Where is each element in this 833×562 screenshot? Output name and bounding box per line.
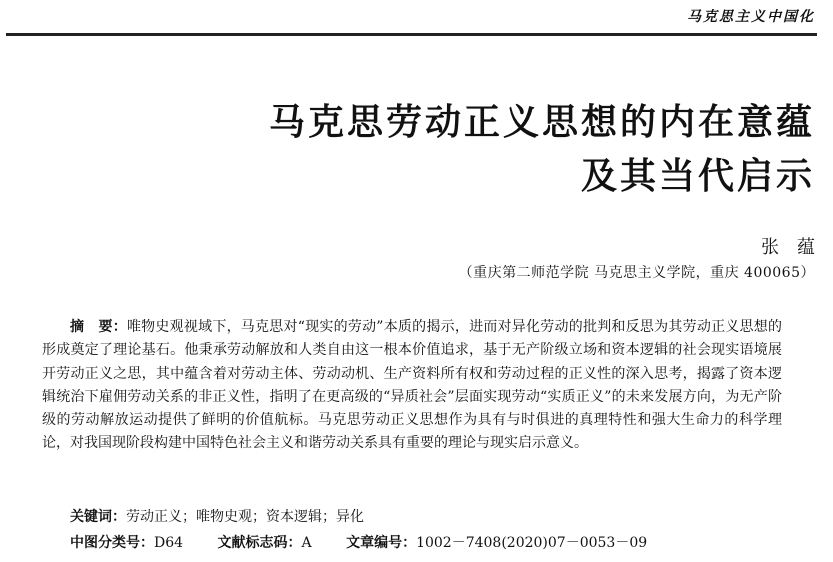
article-number-value: 1002－7408(2020)07－0053－09 [416, 535, 648, 551]
article-title [115, 96, 815, 204]
abstract-text: 唯物史观视域下，马克思对“现实的劳动”本质的揭示，进而对异化劳动的批判和反思为其劳动正义思想的形成奠定了理论基石。他秉承劳动解放和人类自由这一根本价值追求，基于无产阶级立场和资本逻辑的社会现实语境展开劳动正义之思，其中蕴含着对劳动主体、劳动动机、生产资料所有权和劳动过程的正义性的深入思考，揭露了资本逻辑统治下雇佣劳动关系的非正义性，指明了在更高级的“异质社会”层面实现劳动“实质正义”的未来发展方向，为无产阶级的劳动解放运动提供了鲜明的价值航标。马克思劳动正义思想作为具有与时俱进的真理特性和强大生命力的科学理论，对我国现阶段构建中国特色社会主义和谐劳动关系具有重要的理论与现实启示意义。 [42, 319, 783, 452]
header-divider [6, 33, 817, 36]
classification-line [70, 532, 677, 552]
abstract-label: 摘 要： [70, 319, 127, 335]
clc-number [70, 535, 183, 551]
article-number-label: 文章编号： [346, 535, 417, 551]
article-title-line-2: 及其当代启示 [580, 156, 815, 197]
author-affiliation: （重庆第二师范学院 马克思主义学院，重庆 400065） [458, 265, 815, 281]
article-number [346, 535, 647, 551]
journal-name: 马克思主义中国化 [687, 9, 815, 25]
abstract [42, 316, 782, 456]
document-code-label: 文献标志码： [217, 535, 302, 551]
clc-value: D64 [154, 535, 184, 551]
clc-label: 中图分类号： [70, 535, 154, 551]
keywords-label: 关键词： [70, 509, 126, 525]
keywords [70, 506, 364, 526]
author-name: 张蕴 [761, 237, 833, 258]
keywords-text: 劳动正义；唯物史观；资本逻辑；异化 [126, 509, 364, 525]
document-code-value: A [301, 535, 312, 551]
article-title-line-1: 马克思劳动正义思想的内在意蕴 [268, 102, 815, 143]
document-code [218, 535, 312, 551]
